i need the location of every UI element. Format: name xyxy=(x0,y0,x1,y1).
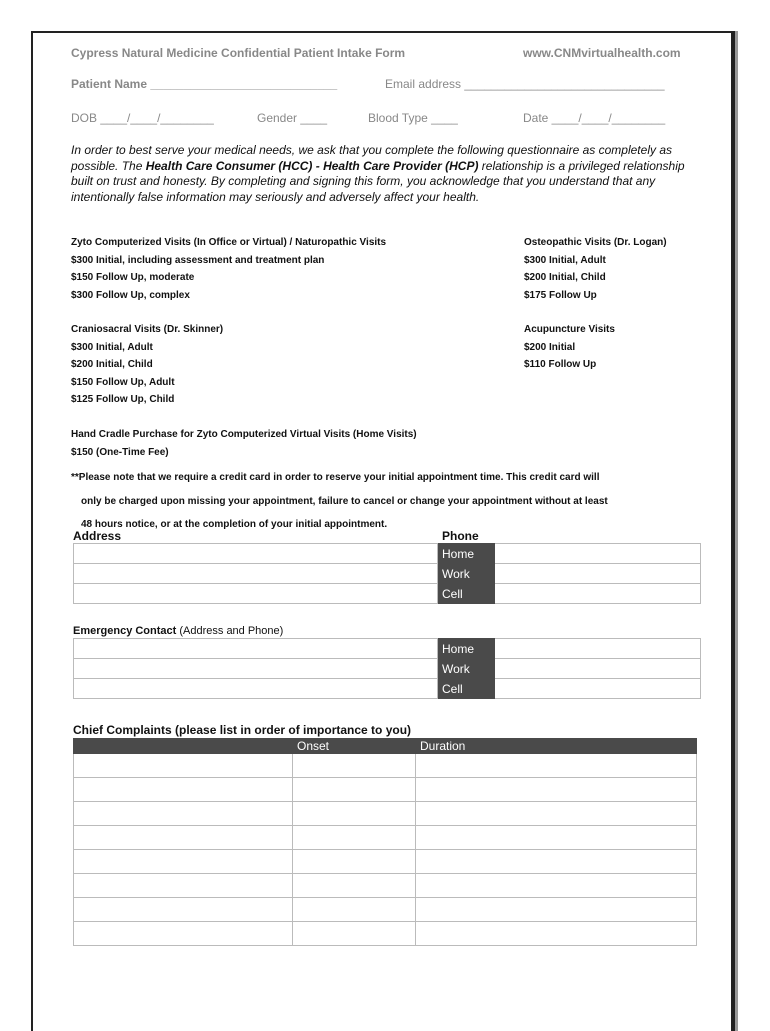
complaint-cell[interactable] xyxy=(74,826,293,850)
duration-cell[interactable] xyxy=(416,754,697,778)
address-cell[interactable] xyxy=(74,544,438,564)
address-cell[interactable] xyxy=(74,584,438,604)
complaint-cell[interactable] xyxy=(74,850,293,874)
onset-cell[interactable] xyxy=(293,850,416,874)
email-field[interactable]: Email address ______________________________ xyxy=(385,77,665,91)
phone-cell[interactable] xyxy=(495,639,701,659)
complaint-cell[interactable] xyxy=(74,874,293,898)
dob-field[interactable]: DOB ____/____/________ xyxy=(71,111,214,125)
complaint-cell[interactable] xyxy=(74,922,293,946)
gender-field[interactable]: Gender ____ xyxy=(257,111,328,125)
duration-cell[interactable] xyxy=(416,778,697,802)
chief-complaints-label: Chief Complaints (please list in order of importance to you) xyxy=(73,723,412,737)
cranio-fees: Craniosacral Visits (Dr. Skinner) $300 Initial, Adult $200 Initial, Child $150 Follow Up, Adult $125 Follow Up, Child xyxy=(71,324,224,406)
duration-cell[interactable] xyxy=(416,850,697,874)
phone-type-label: Home xyxy=(438,544,495,564)
onset-column-header: Onset xyxy=(293,739,416,754)
emergency-address-cell[interactable] xyxy=(74,659,438,679)
phone-type-label: Work xyxy=(438,564,495,584)
phone-cell[interactable] xyxy=(495,659,701,679)
onset-cell[interactable] xyxy=(293,898,416,922)
onset-cell[interactable] xyxy=(293,802,416,826)
complaints-header-row xyxy=(74,739,697,754)
complaint-cell[interactable] xyxy=(74,898,293,922)
patient-name-field[interactable]: Patient Name ____________________________ xyxy=(71,77,338,91)
phone-label: Phone xyxy=(442,529,479,543)
emergency-label: Emergency Contact (Address and Phone) xyxy=(73,625,284,637)
duration-column-header: Duration xyxy=(416,739,697,754)
hand-cradle-fees: Hand Cradle Purchase for Zyto Computerized Virtual Visits (Home Visits) $150 (One-Time Fee) xyxy=(71,429,417,458)
phone-type-label: Work xyxy=(438,659,495,679)
table-row xyxy=(74,584,701,604)
table-row xyxy=(74,874,697,898)
duration-cell[interactable] xyxy=(416,922,697,946)
emergency-address-cell[interactable] xyxy=(74,639,438,659)
phone-type-label: Cell xyxy=(438,679,495,699)
phone-cell[interactable] xyxy=(495,544,701,564)
acupuncture-fees: Acupuncture Visits $200 Initial $110 Follow Up xyxy=(524,324,615,371)
duration-cell[interactable] xyxy=(416,898,697,922)
onset-cell[interactable] xyxy=(293,874,416,898)
address-cell[interactable] xyxy=(74,564,438,584)
table-row xyxy=(74,802,697,826)
onset-cell[interactable] xyxy=(293,778,416,802)
phone-cell[interactable] xyxy=(495,564,701,584)
address-table xyxy=(73,543,701,604)
website: www.CNMvirtualhealth.com xyxy=(523,46,681,60)
complaint-column-header xyxy=(74,739,293,754)
table-row xyxy=(74,544,701,564)
zyto-fees: Zyto Computerized Visits (In Office or Virtual) / Naturopathic Visits $300 Initial, including assessment and treatment plan $150 Follow Up, moderate $300 Follow Up, complex xyxy=(71,237,387,301)
duration-cell[interactable] xyxy=(416,802,697,826)
intro-paragraph: In order to best serve your medical needs, we ask that you complete the following questionnaire as completely as possible. The Health Care Consumer (HCC) - Health Care Provider (HCP) relationship is a privileged relationship built on trust and honesty. By completing and signing this form, you acknowledge that you understand that any intentionally false information may seriously and adversely affect your health. xyxy=(71,143,685,204)
phone-type-label: Home xyxy=(438,639,495,659)
table-row xyxy=(74,754,697,778)
intro-bold: Health Care Consumer (HCC) - Health Care Provider (HCP) xyxy=(145,158,479,173)
emergency-address-cell[interactable] xyxy=(74,679,438,699)
onset-cell[interactable] xyxy=(293,754,416,778)
table-row xyxy=(74,679,701,699)
table-row xyxy=(74,564,701,584)
complaints-table xyxy=(73,738,697,946)
onset-cell[interactable] xyxy=(293,826,416,850)
duration-cell[interactable] xyxy=(416,826,697,850)
complaint-cell[interactable] xyxy=(74,778,293,802)
duration-cell[interactable] xyxy=(416,874,697,898)
phone-cell[interactable] xyxy=(495,584,701,604)
table-row xyxy=(74,898,697,922)
complaint-cell[interactable] xyxy=(74,802,293,826)
table-row xyxy=(74,778,697,802)
credit-card-note: **Please note that we require a credit card in order to reserve your initial appointment time. This credit card will only be charged upon missing your appointment, failure to cancel or change your appointment without at least 48 hours notice, or at the completion of your initial appointment. xyxy=(71,472,608,530)
phone-cell[interactable] xyxy=(495,679,701,699)
table-row xyxy=(74,659,701,679)
table-row xyxy=(74,639,701,659)
address-label: Address xyxy=(73,529,122,543)
onset-cell[interactable] xyxy=(293,922,416,946)
osteo-fees: Osteopathic Visits (Dr. Logan) $300 Initial, Adult $200 Initial, Child $175 Follow Up xyxy=(524,237,667,301)
table-row xyxy=(74,826,697,850)
date-field[interactable]: Date ____/____/________ xyxy=(523,111,666,125)
emergency-table xyxy=(73,638,701,699)
phone-type-label: Cell xyxy=(438,584,495,604)
complaint-cell[interactable] xyxy=(74,754,293,778)
table-row xyxy=(74,922,697,946)
table-row xyxy=(74,850,697,874)
form-title: Cypress Natural Medicine Confidential Patient Intake Form xyxy=(71,46,406,60)
blood-type-field[interactable]: Blood Type ____ xyxy=(368,111,458,125)
